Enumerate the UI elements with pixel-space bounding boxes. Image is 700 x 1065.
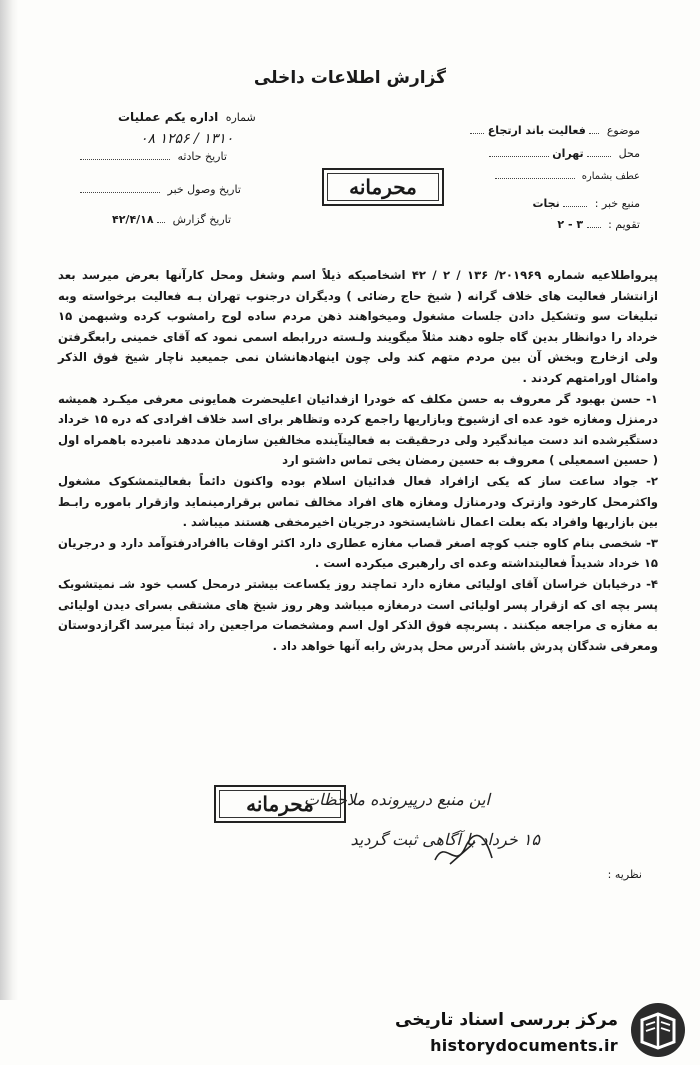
- subject-label: موضوع: [606, 124, 640, 137]
- scan-edge-shadow: [0, 0, 18, 1000]
- paragraph-item-2: ۲- جواد ساعت ساز که یکی ازافراد فعال فدائیان اسلام بوده واکنون دائماً بفعالیتمشکوک مشغول واکثرمحل کارخود وازترک ودرمنازل ومغازه های افراد مخالف تماس برقرارمینماید وازقرار باموره رابـط بین بازاریها وافراد بکه بعلت اعمال ناشایستخود درجریان اخیرمخفی هستند میباشد .: [58, 473, 658, 530]
- dots: [80, 192, 160, 193]
- dots: [470, 133, 484, 134]
- report-body: [58, 265, 658, 656]
- archive-url: historydocuments.ir: [430, 1036, 618, 1055]
- report-date-value: ۴۲/۴/۱۸: [112, 213, 154, 226]
- receipt-date-row: [80, 183, 241, 196]
- archive-logo-icon: [628, 1000, 688, 1060]
- rating-value: ۳ - ۲: [557, 218, 584, 231]
- paragraph-intro: پیرواطلاعیه شماره ۲۰۱۹۶۹/ ۱۳۶ / ۲ / ۴۲ اشخاصیکه ذیلاً اسم وشغل ومحل کارآنها بعرض میرسد بعد ازانتشار فعالیت های خلاف گرانه ( شیخ حاج رضائی ) ودیگران درجنوب تهران بـه فعالیت برخواسته وبه تبلیغات سو وتشکیل دادن جلسات مشغول ومیخواهند ذهن مردم ساده لوح رامشوب کرده وشبهمن ۱۵ خرداد را دوانظار بدین گاه جلوه دهند مثلاً میگویند ولـسته دررابطه اسمی نمود که آقای خمینی رابعگرفتن ولی ازخارج وبخش آن بین مردم متهم کند ولی چون اینهادهانشان نمی جمیعید ناچار شیخ فوق الذکر وامثال اورامتهم کردند .: [58, 268, 658, 385]
- number-value: اداره یکم عملیات: [118, 110, 219, 124]
- subject-row: [470, 124, 640, 137]
- source-value: نجات: [532, 197, 560, 210]
- report-date-row: [112, 213, 231, 226]
- confidential-stamp-bottom-text: محرمانه: [246, 792, 314, 816]
- number-handwritten-row: [140, 131, 233, 147]
- paragraph-item-3: ۳- شخصی بنام کاوه جنب کوچه اصغر قصاب مغازه عطاری دارد اکثر اوقات باافرادرفتوآمد دارد و درجریان ۱۵ خرداد شدیداً فعالیتداشته وعده ای رارهبری میکرده است .: [58, 535, 658, 571]
- handwritten-note-1: این منبع درپیرونده ملاحظات: [303, 790, 490, 809]
- number-row: [118, 110, 256, 124]
- subject-value: فعالیت باند ارتجاع: [487, 124, 586, 137]
- place-value: تهران: [552, 147, 584, 160]
- signature-mark: [430, 830, 500, 872]
- report-title: گزارش اطلاعات داخلی: [253, 68, 447, 88]
- event-date-row: [80, 150, 227, 163]
- dots: [80, 159, 170, 160]
- dots: [157, 222, 165, 223]
- paragraph-item-4: ۴- درخیابان خراسان آقای اولیائی مغازه دارد تماچند روز یکساعت بیشتر درمحل کسب خود شـ نمیتشوبک پسر بچه ای که ازقرار پسر اولیائی است درمغازه میباشد وهر روز شیخ های مشتقی بسرای دیدن اولیائی به مغازه ی مراجعه میکنند . پسربچه فوق الذکر اول اسم ومشخصات مراجعین راد ثبتاً میرسد اگرازدوستان ومعرفی شدگان پدرش باشند آدرس محل پدرش رابه آنها خواهد داد .: [58, 576, 658, 653]
- dots: [589, 133, 599, 134]
- confidential-stamp-top: [322, 168, 444, 206]
- dots: [563, 206, 587, 207]
- handwritten-note-2: ۱۵ خرداد با آگاهی ثبت گردید: [350, 830, 540, 849]
- rating-label: تقویم :: [608, 218, 640, 231]
- confidential-stamp-top-text: محرمانه: [349, 175, 417, 199]
- source-row: [532, 197, 640, 210]
- reference-label: عطف بشماره: [581, 171, 640, 182]
- paragraph-item-1: ۱- حسن بهبود گر معروف به حسن مکلف که خودرا ازفدائیان اعلیحضرت همایونی معرفی میکـرد همیشه درمنزل ومغازه خود عده ای ازشیوخ وبازاریها راجمع کرده وتظاهر برای اسد خلاف افرادی که دره ۱۵ خرداد دستگیرشده اند دست میاندگیرد ولی درحقیقت به فعالیتآینده مخالفین سازمان مددهد نامبرده باهمراه اول ( حسین اسمعیلی ) معروف به حسین رمضان یخی تماس داشتو ارد: [58, 391, 658, 468]
- source-label: منبع خبر :: [594, 197, 640, 210]
- number-handwritten: ۱۳۱۰ / ۱۲۵۶ ۰۸: [140, 131, 234, 147]
- event-date-label: تاریخ حادثه: [177, 150, 227, 163]
- reference-row: [495, 171, 641, 182]
- dots: [495, 178, 575, 179]
- dots: [587, 227, 601, 228]
- number-label: شماره: [225, 111, 256, 124]
- comment-label: نظریه :: [607, 868, 642, 881]
- place-row: [489, 147, 640, 160]
- rating-row: [557, 218, 640, 231]
- archive-name: مرکز بررسی اسناد تاریخی: [395, 1010, 618, 1030]
- report-date-label: تاریخ گزارش: [172, 213, 232, 226]
- dots: [489, 156, 549, 157]
- receipt-date-label: تاریخ وصول خبر: [167, 183, 241, 196]
- dots: [587, 156, 611, 157]
- place-label: محل: [618, 147, 640, 160]
